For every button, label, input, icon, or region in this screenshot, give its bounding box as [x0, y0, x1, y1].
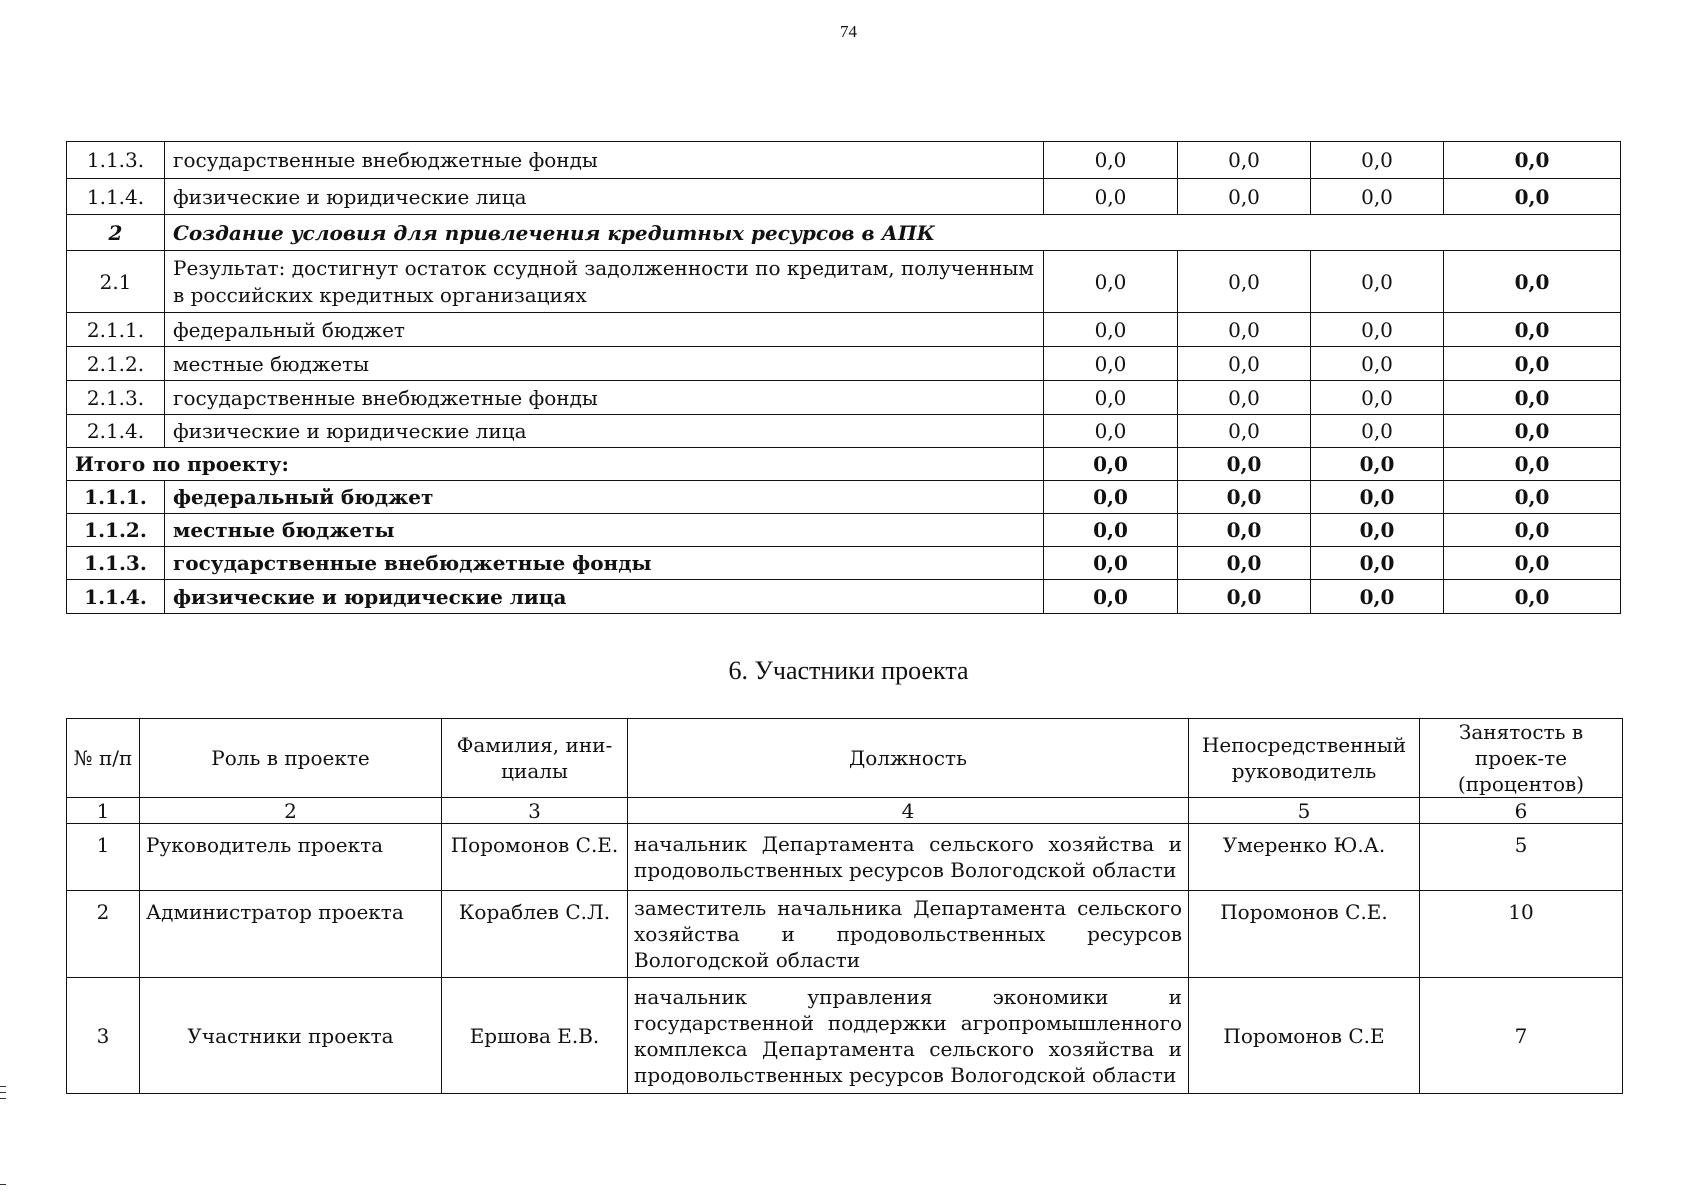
- row-name: физические и юридические лица: [165, 580, 1044, 614]
- section-title: 6. Участники проекта: [728, 656, 969, 685]
- column-number: 1: [67, 798, 140, 824]
- value-cell: 0,0: [1311, 415, 1444, 448]
- row-number: 2.1.2.: [67, 347, 165, 381]
- funding-row: [67, 481, 1621, 514]
- row-name: физические и юридические лица: [165, 415, 1044, 448]
- row-name: государственные внебюджетные фонды: [165, 547, 1044, 580]
- row-name: местные бюджеты: [165, 514, 1044, 547]
- value-cell: 0,0: [1178, 251, 1311, 313]
- value-cell: 0,0: [1311, 514, 1444, 547]
- value-cell: 0,0: [1178, 142, 1311, 179]
- page-number: 74: [840, 22, 857, 41]
- value-cell: 0,0: [1178, 179, 1311, 215]
- value-cell: 0,0: [1044, 547, 1178, 580]
- participant-number: 1: [67, 824, 140, 891]
- column-number: 4: [628, 798, 1189, 824]
- value-cell: 0,0: [1311, 251, 1444, 313]
- participant-position: начальник управления экономики и государственной поддержки агропромышленного комплекса Департамента сельского хозяйства и продовольственных ресурсов Вологодской области: [628, 978, 1189, 1094]
- participant-manager: Поромонов С.Е.: [1189, 891, 1420, 978]
- funding-row: [67, 415, 1621, 448]
- value-cell: 0,0: [1178, 514, 1311, 547]
- value-cell: 0,0: [1444, 179, 1621, 215]
- value-cell: 0,0: [1044, 179, 1178, 215]
- value-cell: 0,0: [1444, 313, 1621, 347]
- participant-manager: Поромонов С.Е: [1189, 978, 1420, 1094]
- column-header: Занятость в проек-те (процентов): [1420, 719, 1623, 798]
- value-cell: 0,0: [1311, 547, 1444, 580]
- participant-row: [67, 824, 1623, 891]
- value-cell: 0,0: [1044, 448, 1178, 481]
- column-number: 5: [1189, 798, 1420, 824]
- value-cell: 0,0: [1044, 415, 1178, 448]
- funding-row: [67, 381, 1621, 415]
- funding-row: [67, 514, 1621, 547]
- section-heading: Создание условия для привлечения кредитных ресурсов в АПК: [165, 215, 1621, 251]
- margin-mark: [0, 1098, 6, 1099]
- column-header: № п/п: [67, 719, 140, 798]
- value-cell: 0,0: [1444, 415, 1621, 448]
- funding-table: [66, 141, 1621, 614]
- value-cell: 0,0: [1044, 313, 1178, 347]
- row-number: 1.1.2.: [67, 514, 165, 547]
- value-cell: 0,0: [1311, 448, 1444, 481]
- value-cell: 0,0: [1444, 142, 1621, 179]
- row-number: 1.1.1.: [67, 481, 165, 514]
- row-name: федеральный бюджет: [165, 313, 1044, 347]
- participant-load: 5: [1420, 824, 1623, 891]
- participant-role: Участники проекта: [140, 978, 442, 1094]
- row-number: 2.1.4.: [67, 415, 165, 448]
- column-header: Непосредственный руководитель: [1189, 719, 1420, 798]
- value-cell: 0,0: [1178, 415, 1311, 448]
- participant-row: [67, 891, 1623, 978]
- row-number: 1.1.3.: [67, 547, 165, 580]
- value-cell: 0,0: [1311, 179, 1444, 215]
- value-cell: 0,0: [1311, 142, 1444, 179]
- row-number: 1.1.3.: [67, 142, 165, 179]
- funding-row: [67, 347, 1621, 381]
- row-name: физические и юридические лица: [165, 179, 1044, 215]
- participant-position: заместитель начальника Департамента сельского хозяйства и продовольственных ресурсов Вологодской области: [628, 891, 1189, 978]
- value-cell: 0,0: [1444, 347, 1621, 381]
- column-header: Фамилия, ини-циалы: [442, 719, 628, 798]
- margin-mark: [0, 1086, 6, 1087]
- value-cell: 0,0: [1311, 347, 1444, 381]
- value-cell: 0,0: [1178, 381, 1311, 415]
- value-cell: 0,0: [1444, 547, 1621, 580]
- participants-table: [66, 718, 1623, 1094]
- row-number: 2.1.1.: [67, 313, 165, 347]
- value-cell: 0,0: [1178, 580, 1311, 614]
- value-cell: 0,0: [1044, 381, 1178, 415]
- participant-number: 2: [67, 891, 140, 978]
- funding-row: [67, 179, 1621, 215]
- value-cell: 0,0: [1044, 142, 1178, 179]
- funding-row: [67, 313, 1621, 347]
- participant-role: Администратор проекта: [140, 891, 442, 978]
- participant-position: начальник Департамента сельского хозяйства и продовольственных ресурсов Вологодской области: [628, 824, 1189, 891]
- value-cell: 0,0: [1178, 448, 1311, 481]
- participant-row: [67, 978, 1623, 1094]
- value-cell: 0,0: [1444, 580, 1621, 614]
- column-number-row: [67, 798, 1623, 824]
- participant-role: Руководитель проекта: [140, 824, 442, 891]
- value-cell: 0,0: [1444, 448, 1621, 481]
- value-cell: 0,0: [1444, 251, 1621, 313]
- value-cell: 0,0: [1044, 580, 1178, 614]
- total-label: Итого по проекту:: [67, 448, 1044, 481]
- margin-mark: [0, 1184, 6, 1185]
- participant-load: 7: [1420, 978, 1623, 1094]
- row-number: 2.1: [67, 251, 165, 313]
- column-number: 6: [1420, 798, 1623, 824]
- funding-row: [67, 215, 1621, 251]
- participant-name: Ершова Е.В.: [442, 978, 628, 1094]
- column-header: Должность: [628, 719, 1189, 798]
- column-number: 3: [442, 798, 628, 824]
- funding-row: [67, 251, 1621, 313]
- value-cell: 0,0: [1044, 347, 1178, 381]
- row-number: 2.1.3.: [67, 381, 165, 415]
- value-cell: 0,0: [1044, 251, 1178, 313]
- value-cell: 0,0: [1311, 381, 1444, 415]
- value-cell: 0,0: [1044, 514, 1178, 547]
- value-cell: 0,0: [1178, 347, 1311, 381]
- margin-mark: [0, 1092, 6, 1093]
- value-cell: 0,0: [1311, 313, 1444, 347]
- value-cell: 0,0: [1444, 514, 1621, 547]
- row-number: 1.1.4.: [67, 580, 165, 614]
- participant-manager: Умеренко Ю.А.: [1189, 824, 1420, 891]
- funding-row: [67, 580, 1621, 614]
- row-number: 1.1.4.: [67, 179, 165, 215]
- column-header: Роль в проекте: [140, 719, 442, 798]
- value-cell: 0,0: [1311, 580, 1444, 614]
- column-number: 2: [140, 798, 442, 824]
- participant-number: 3: [67, 978, 140, 1094]
- participant-name: Поромонов С.Е.: [442, 824, 628, 891]
- row-number: 2: [67, 215, 165, 251]
- value-cell: 0,0: [1178, 481, 1311, 514]
- value-cell: 0,0: [1444, 381, 1621, 415]
- value-cell: 0,0: [1178, 547, 1311, 580]
- value-cell: 0,0: [1178, 313, 1311, 347]
- row-name: государственные внебюджетные фонды: [165, 142, 1044, 179]
- row-name: Результат: достигнут остаток ссудной задолженности по кредитам, полученным в российских кредитных организациях: [165, 251, 1044, 313]
- funding-row: [67, 448, 1621, 481]
- row-name: местные бюджеты: [165, 347, 1044, 381]
- value-cell: 0,0: [1311, 481, 1444, 514]
- row-name: государственные внебюджетные фонды: [165, 381, 1044, 415]
- participant-name: Кораблев С.Л.: [442, 891, 628, 978]
- header-row: [67, 719, 1623, 798]
- funding-row: [67, 142, 1621, 179]
- funding-row: [67, 547, 1621, 580]
- value-cell: 0,0: [1444, 481, 1621, 514]
- value-cell: 0,0: [1044, 481, 1178, 514]
- row-name: федеральный бюджет: [165, 481, 1044, 514]
- participant-load: 10: [1420, 891, 1623, 978]
